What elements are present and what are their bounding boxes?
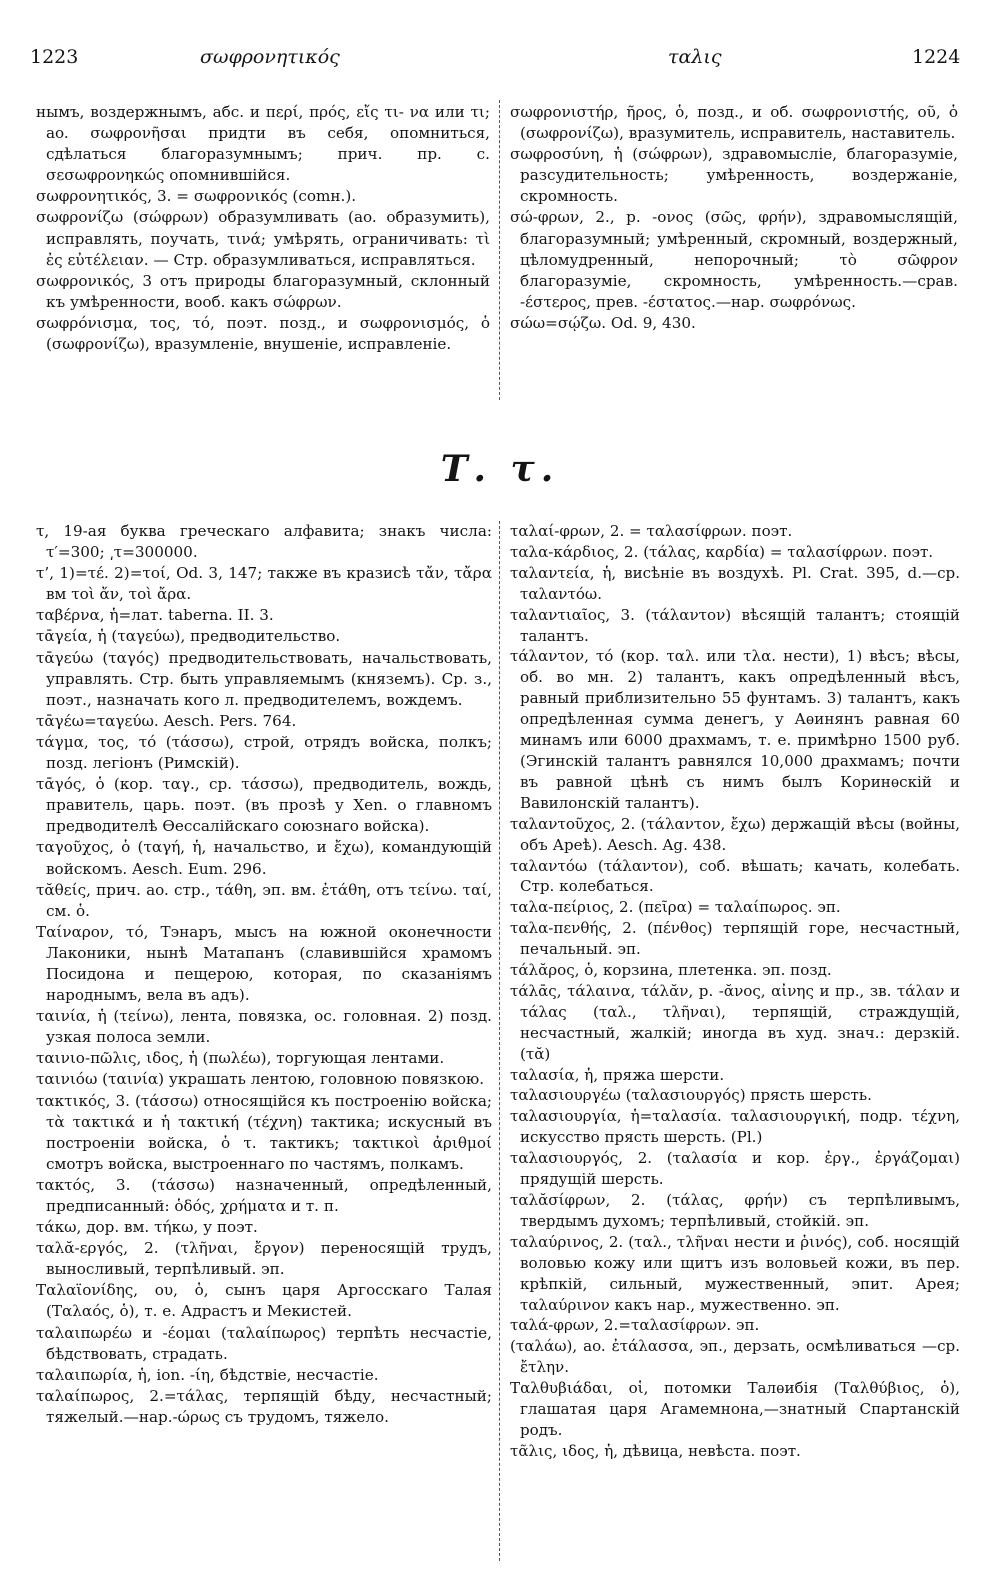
dictionary-entry: τᾱγεία, ἡ (ταγεύω), предводительство. [36, 627, 341, 646]
top-right-column [510, 102, 958, 334]
dictionary-entry: ταλασιουργία, ἡ=ταλασία. ταλασιουργική, подр. τέχνη, искусство прясть шерсть. (Pl.) [510, 1107, 960, 1147]
dictionary-entry: σωφρονικός, 3 отъ природы благоразумный, склонный къ умѣренности, вооб. какъ σώφρων. [36, 271, 490, 311]
dictionary-entry: Ταλαϊονίδης, ου, ὁ, сынъ царя Аргосскаго Талая (Ταλαός, ὁ), т. е. Адрастъ и Мекистей. [36, 1281, 492, 1321]
dictionary-entry: τακτικός, 3. (τάσσω) относящійся къ построенію войска; τὰ τακτικά и ἡ τακτική (τέχνη) тактика; искусный въ построеніи войска, ὁ τ. тактикъ; τακτικοὶ ἀριθμοί смотръ войска, выстроеннаго по частямъ, полкамъ. [36, 1091, 492, 1173]
dictionary-entry: ταινιο-πῶλις, ιδος, ἡ (πωλέω), торгующая лентами. [36, 1049, 445, 1068]
dictionary-entry: (ταλάω), ao. ἐτάλασσα, эп., дерзать, осмѣливаться —ср. ἔτλην. [510, 1337, 960, 1377]
right-page-number: 1224 [912, 46, 961, 68]
dictionary-entry: σωφρονητικός, 3. = σωφρονικός (comн.). [36, 187, 357, 206]
dictionary-entry: Ταίναρον, τό, Тэнаръ, мысъ на южной оконечности Лаконики, нынѣ Матапанъ (славившійся храмомъ Посидона и пещерою, которая, по сказаніямъ народнымъ, вела въ адъ). [36, 922, 492, 1005]
dictionary-entry: ταλασιουργέω (ταλασιουργός) прясть шерсть. [510, 1086, 872, 1105]
dictionary-entry: τᾶλις, ιδος, ἡ, дѣвица, невѣста. поэт. [510, 1441, 801, 1460]
dictionary-entry: τακτός, 3. (τάσσω) назначенный, опредѣленный, предписанный: ὁδός, χρήματα и т. п. [36, 1175, 492, 1215]
bottom-right-column [510, 521, 960, 1462]
dictionary-entry: нымъ, воздержнымъ, абс. и περί, πρός, εἴς τι- να или τι; ao. σωφρονῆσαι придти въ себя, опомниться, сдѣлаться благоразумнымъ; прич. пр. с. σεσωφρονηκώς опомнившійся. [36, 103, 490, 185]
dictionary-entry: ταλασιουργός, 2. (ταλασία и кор. ἐργ., ἐργάζομαι) прядущій шерсть. [510, 1149, 960, 1189]
dictionary-entry: ταλᾰ-εργός, 2. (τλῆναι, ἔργον) переносящій трудъ, выносливый, терпѣливый. эп. [36, 1239, 492, 1279]
dictionary-entry: σωφροσύνη, ἡ (σώφρων), здравомысліе, благоразуміе, разсудительность; умѣренность, воздержаніе, скромность. [510, 145, 958, 206]
column-divider-bottom [499, 521, 500, 1561]
column-divider-top [499, 100, 500, 400]
dictionary-entry: ταλαί-φρων, 2. = ταλασίφρων. поэт. [510, 522, 793, 540]
dictionary-entry: τᾱγός, ὁ (кор. ταγ., ср. τάσσω), предводитель, вождь, правитель, царь. поэт. (въ прозѣ у Xen. о главномъ предводителѣ Ѳессалійскаго союзнаго войска). [36, 775, 492, 836]
dictionary-entry: σωφρονιστήρ, ῆρος, ὁ, позд., и об. σωφρονιστής, οῦ, ὁ (σωφρονίζω), вразумитель, исправитель, наставитель. [510, 103, 958, 143]
dictionary-entry: σώω=σῴζω. Od. 9, 430. [510, 313, 696, 332]
dictionary-entry: Ταλθυβιάδαι, οἱ, потомки Талѳибія (Ταλθύβιος, ὁ), глашатая царя Агамемнона,—знатный Спартанскій родъ. [510, 1379, 960, 1439]
dictionary-entry: ταβέρνα, ἡ=лат. taberna. II. 3. [36, 606, 274, 625]
dictionary-entry: ταλαιπωρέω и -έομαι (ταλαίπωρος) терпѣть несчастіе, бѣдствовать, страдать. [36, 1323, 492, 1363]
dictionary-entry: ταλαντόω (τάλαντον), соб. вѣшать; качать, колебать. Стр. колебаться. [510, 856, 960, 896]
dictionary-entry: τᾱγέω=ταγεύω. Aesch. Pers. 764. [36, 711, 297, 730]
dictionary-entry: ταλαιπωρία, ἡ, ion. -ίη, бѣдствіе, несчастіе. [36, 1365, 379, 1384]
dictionary-entry: ταλαντιαῖος, 3. (τάλαντον) вѣсящій талантъ; стоящій талантъ. [510, 605, 960, 645]
dictionary-entry: τάλᾰρος, ὁ, корзина, плетенка. эп. позд. [510, 961, 832, 980]
dictionary-entry: ταλᾰσίφρων, 2. (τάλας, φρήν) съ терпѣливымъ, твердымъ духомъ; терпѣливый, стойкій. эп. [510, 1191, 960, 1230]
dictionary-entry: σώ-φρων, 2., p. -ονος (σῶς, φρήν), здравомыслящій, благоразумный; умѣренный, скромный, воздержный, цѣломудренный, непорочный; τὸ σῶφρον благоразуміе, скромность, умѣренность.—срав. -έστερος, прев. -έστατος.—нар. σωφρόνως. [510, 208, 958, 311]
dictionary-entry: σωφρονίζω (σώφρων) образумливать (ao. образумить), исправлять, поучать, τινά; умѣрять, ограничивать: τὶ ἐς εὐτέλειαν. — Стр. образумливаться, исправляться. [36, 208, 490, 269]
dictionary-entry: ταλα-πενθής, 2. (πένθος) терпящій горе, несчастный, печальный. эп. [510, 919, 960, 959]
dictionary-entry: τᾱγεύω (ταγός) предводительствовать, начальствовать, управлять. Стр. быть управляемымъ (княземъ). Ср. з., поэт., назначать кого л. предводителемъ, вождемъ. [36, 648, 492, 709]
dictionary-entry: ταινία, ἡ (τείνω), лента, повязка, ос. головная. 2) позд. узкая полоса земли. [36, 1007, 492, 1047]
dictionary-entry: ταινιόω (ταινία) украшать лентою, головною повязкою. [36, 1070, 485, 1089]
dictionary-entry: τάγμα, τος, τό (τάσσω), строй, отрядъ войска, полкъ; позд. легіонъ (Римскій). [36, 732, 492, 773]
left-page-number: 1223 [30, 46, 79, 68]
dictionary-entry: τάλᾱς, τάλαινα, τάλᾰν, p. -ᾰνος, αἰνης и пр., зв. τάλαν и τάλας (ταλ., τλῆναι), терпящій, страждущій, несчастный, жалкій; иногда въ худ. знач.: дерзкій. (τᾰ) [510, 981, 960, 1063]
top-left-column [36, 102, 490, 355]
dictionary-entry: ταλα-κάρδιος, 2. (τάλας, καρδία) = ταλασίφρων. поэт. [510, 542, 934, 561]
dictionary-entry: τάκω, дор. вм. τήκω, у поэт. [36, 1218, 258, 1237]
right-running-headword: ταλις [668, 46, 722, 68]
dictionary-entry: τ, 19-ая буква греческаго алфавита; знакъ числа: τ′=300; ͵τ=300000. [36, 522, 492, 562]
dictionary-entry: σωφρόνισμα, τος, τό, поэт. позд., и σωφρονισμός, ὁ (σωφρονίζω), вразумленіе, внушеніе, исправленіе. [36, 313, 490, 354]
dictionary-entry: τάλαντον, τό (кор. ταλ. или τλα. нести), 1) вѣсъ; вѣсы, об. во мн. 2) талантъ, какъ опредѣленный вѣсъ, равный приблизительно 55 фунтамъ. 3) талантъ, какъ опредѣленная сумма денегъ, у Аѳинянъ равная 60 минамъ или 6000 драхмамъ, т. е. примѣрно 1500 руб. (Эгинскій талантъ равнялся 10,000 драхмамъ; почти въ равной цѣнѣ съ нимъ былъ Коринѳскій и Вавилонскій талантъ). [510, 647, 960, 812]
dictionary-entry: ταλαίπωρος, 2.=τάλας, терпящій бѣду, несчастный; тяжелый.—нар.-ώρως съ трудомъ, тяжело. [36, 1386, 492, 1426]
section-heading: Τ. τ. [440, 448, 560, 490]
bottom-left-column [36, 521, 492, 1428]
dictionary-entry: ταλαύρινος, 2. (ταλ., τλῆναι нести и ῥινός), соб. носящій воловью кожу или щитъ изъ воловьей кожи, въ пер. крѣпкій, сильный, мужественный, эпит. Арея; ταλαύρινον какъ нар., мужественно. эп. [510, 1232, 960, 1314]
page-header [30, 46, 960, 76]
left-running-headword: σωφρονητικός [200, 46, 340, 68]
dictionary-entry: ταγοῦχος, ὁ (ταγή, ἡ, начальство, и ἔχω), командующій войскомъ. Aesch. Eum. 296. [36, 838, 492, 878]
dictionary-entry: ταλά-φρων, 2.=ταλασίφρων. эп. [510, 1316, 760, 1335]
dictionary-entry: ταλαντοῦχος, 2. (τάλαντον, ἔχω) держащій вѣсы (войны, объ Ареѣ). Aesch. Ag. 438. [510, 814, 960, 854]
dictionary-entry: τ’, 1)=τέ. 2)=τοί, Od. 3, 147; также въ кразисѣ τἄν, τἄρα вм τοὶ ἄν, τοὶ ἄρα. [36, 564, 492, 604]
dictionary-entry: ταλασία, ἡ, пряжа шерсти. [510, 1065, 725, 1084]
dictionary-entry: τᾰθείς, прич. ao. стр., τάθη, эп. вм. ἐτάθη, отъ τείνω. ταί, см. ὁ. [36, 880, 492, 920]
dictionary-entry: ταλα-πείριος, 2. (πεῖρα) = ταλαίπωρος. эп. [510, 898, 841, 917]
dictionary-entry: ταλαντεία, ἡ, висѣніе въ воздухѣ. Pl. Crat. 395, d.—ср. ταλαντόω. [510, 563, 960, 603]
